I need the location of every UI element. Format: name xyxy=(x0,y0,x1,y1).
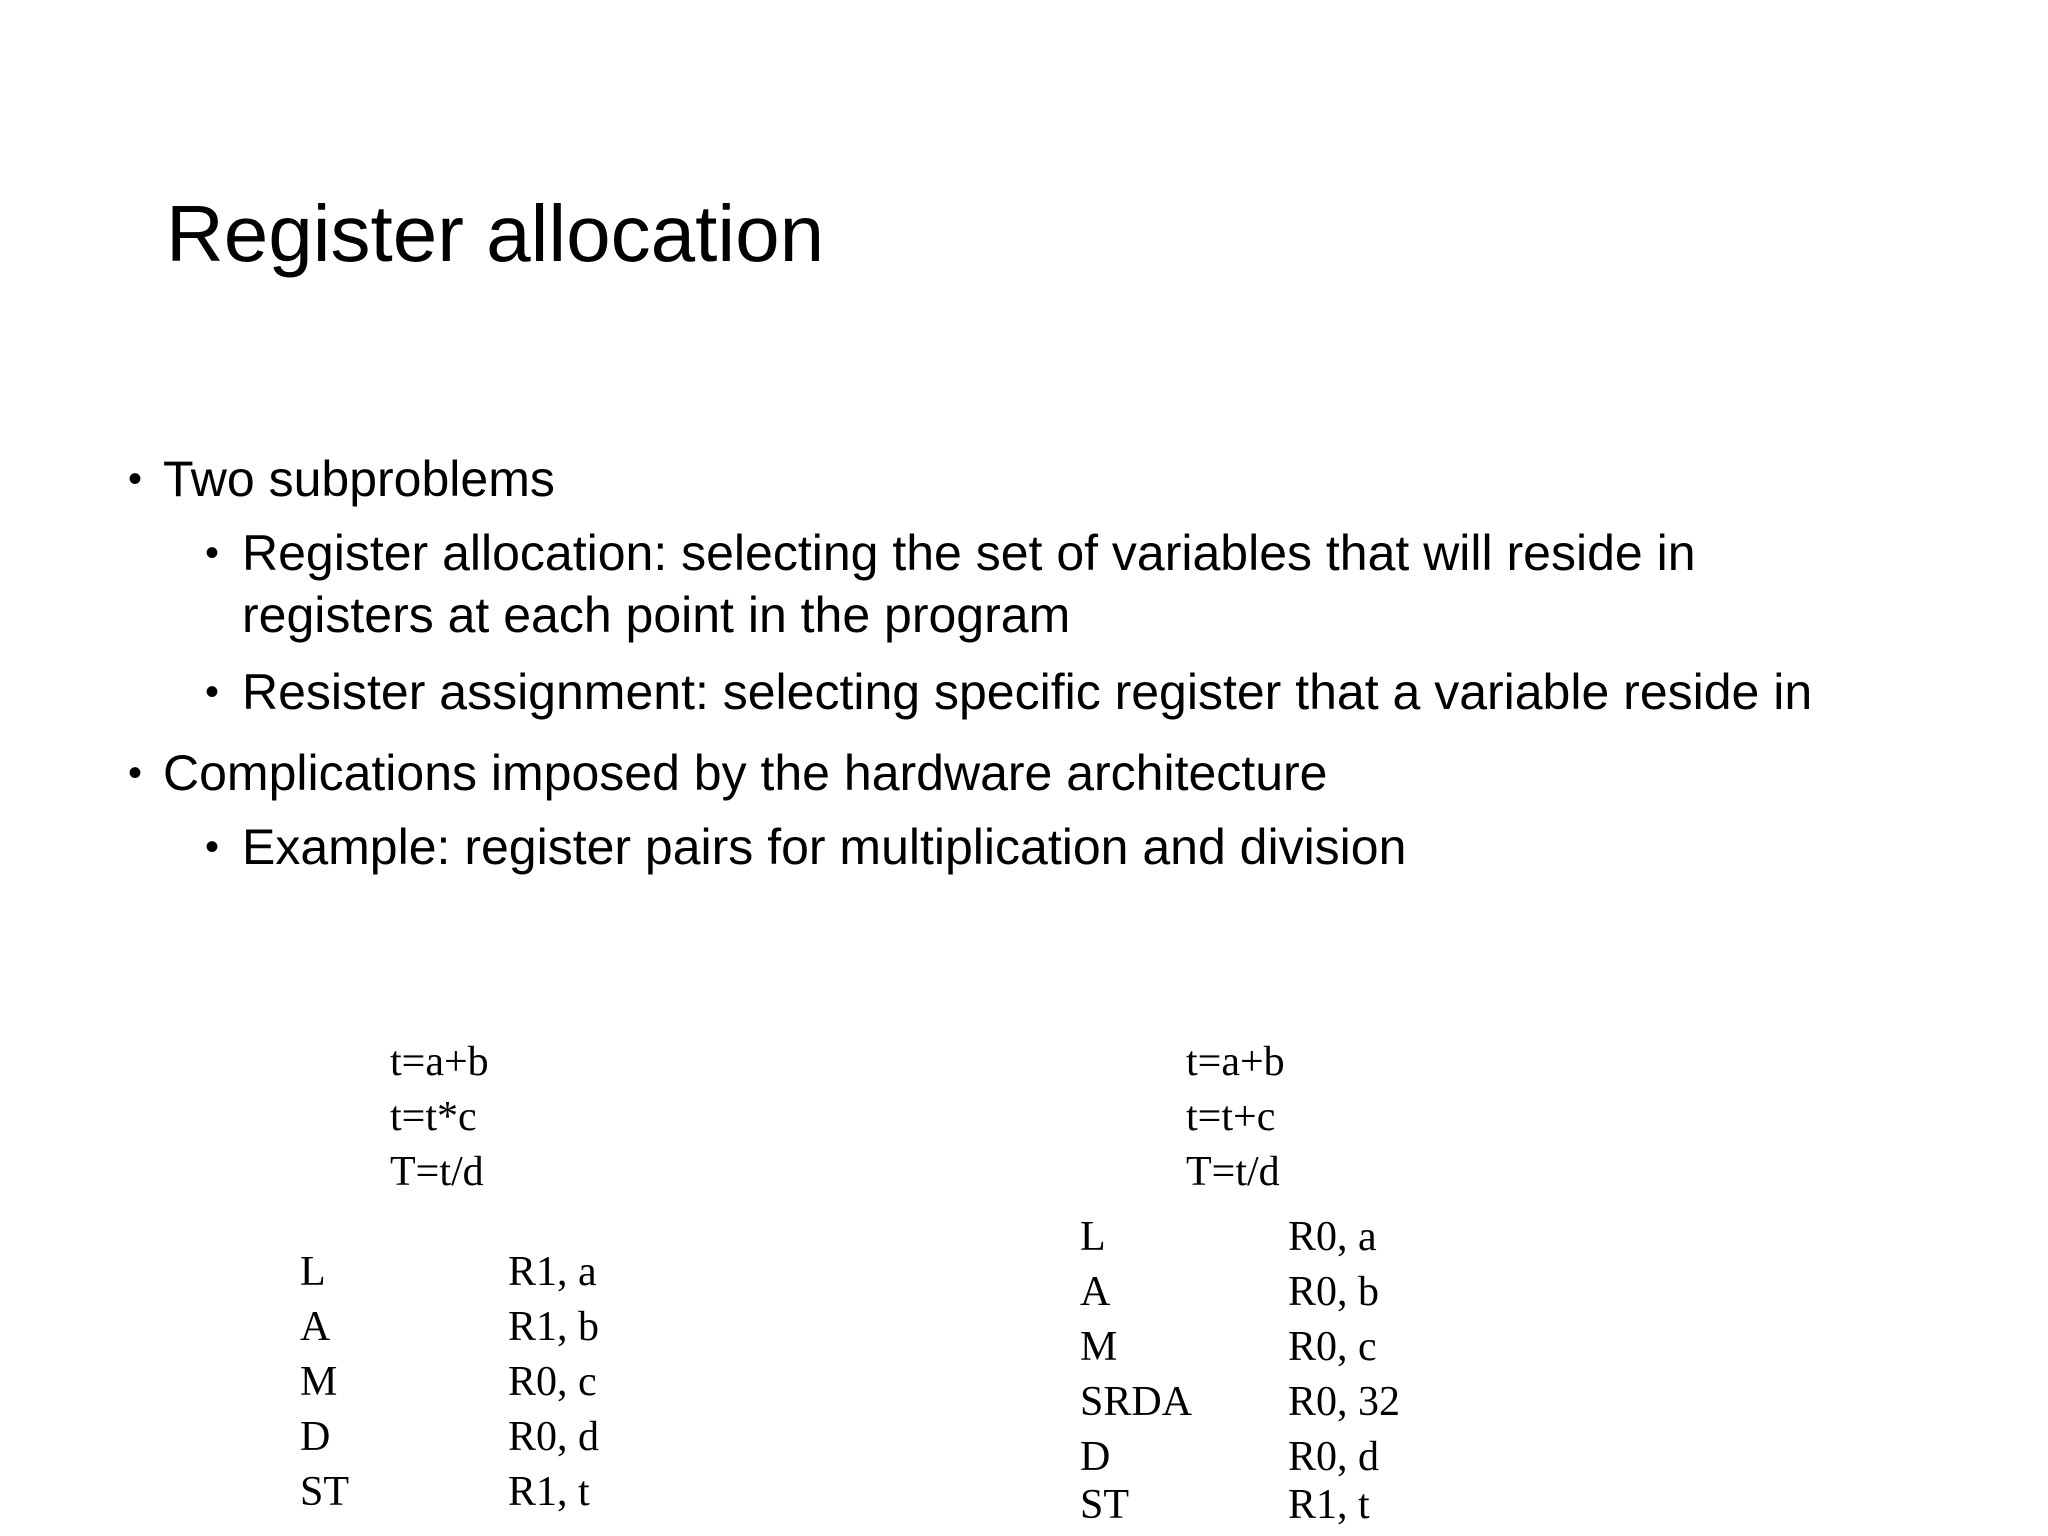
asm-opcode: L xyxy=(300,1249,326,1295)
asm-operand: R0, c xyxy=(1288,1324,1377,1370)
asm-operand: R1, t xyxy=(508,1469,590,1515)
source-line: T=t/d xyxy=(390,1149,484,1195)
bullet-dot-icon: • xyxy=(205,670,220,714)
asm-operand: R1, b xyxy=(508,1304,600,1350)
bullet-item: Two subproblems xyxy=(163,451,555,507)
asm-operand: R1, t xyxy=(1288,1482,1370,1528)
bullet-dot-icon: • xyxy=(128,457,143,501)
source-line: t=a+b xyxy=(1186,1039,1285,1085)
asm-opcode: D xyxy=(1080,1434,1111,1480)
bullet-dot-icon: • xyxy=(205,531,220,575)
asm-operand: R0, c xyxy=(508,1359,597,1405)
asm-operand: R0, b xyxy=(1288,1269,1380,1315)
slide-title: Register allocation xyxy=(166,189,825,278)
sub-bullet-item-continuation: registers at each point in the program xyxy=(242,587,1071,643)
sub-bullet-item: Resister assignment: selecting specific register that a variable reside in xyxy=(242,664,1813,720)
sub-bullet-item: Example: register pairs for multiplication and division xyxy=(242,819,1407,875)
source-line: t=t+c xyxy=(1186,1094,1276,1140)
asm-operand: R1, a xyxy=(508,1249,597,1295)
bullet-item: Complications imposed by the hardware architecture xyxy=(163,745,1328,801)
asm-operand: R0, d xyxy=(1288,1434,1380,1480)
asm-operand: R0, 32 xyxy=(1288,1379,1401,1425)
source-line: t=t*c xyxy=(390,1094,477,1140)
sub-bullet-item: Register allocation: selecting the set of variables that will reside in xyxy=(242,525,1696,581)
asm-opcode: L xyxy=(1080,1214,1106,1260)
asm-opcode: M xyxy=(1080,1324,1118,1370)
asm-operand: R0, a xyxy=(1288,1214,1377,1260)
source-line: t=a+b xyxy=(390,1039,489,1085)
asm-operand: R0, d xyxy=(508,1414,600,1460)
asm-opcode: ST xyxy=(1080,1482,1130,1528)
asm-opcode: A xyxy=(300,1304,331,1350)
asm-opcode: A xyxy=(1080,1269,1111,1315)
bullet-dot-icon: • xyxy=(128,751,143,795)
source-line: T=t/d xyxy=(1186,1149,1280,1195)
bullet-dot-icon: • xyxy=(205,825,220,869)
asm-opcode: D xyxy=(300,1414,331,1460)
asm-opcode: ST xyxy=(300,1469,350,1515)
asm-opcode: SRDA xyxy=(1080,1379,1193,1425)
asm-opcode: M xyxy=(300,1359,338,1405)
